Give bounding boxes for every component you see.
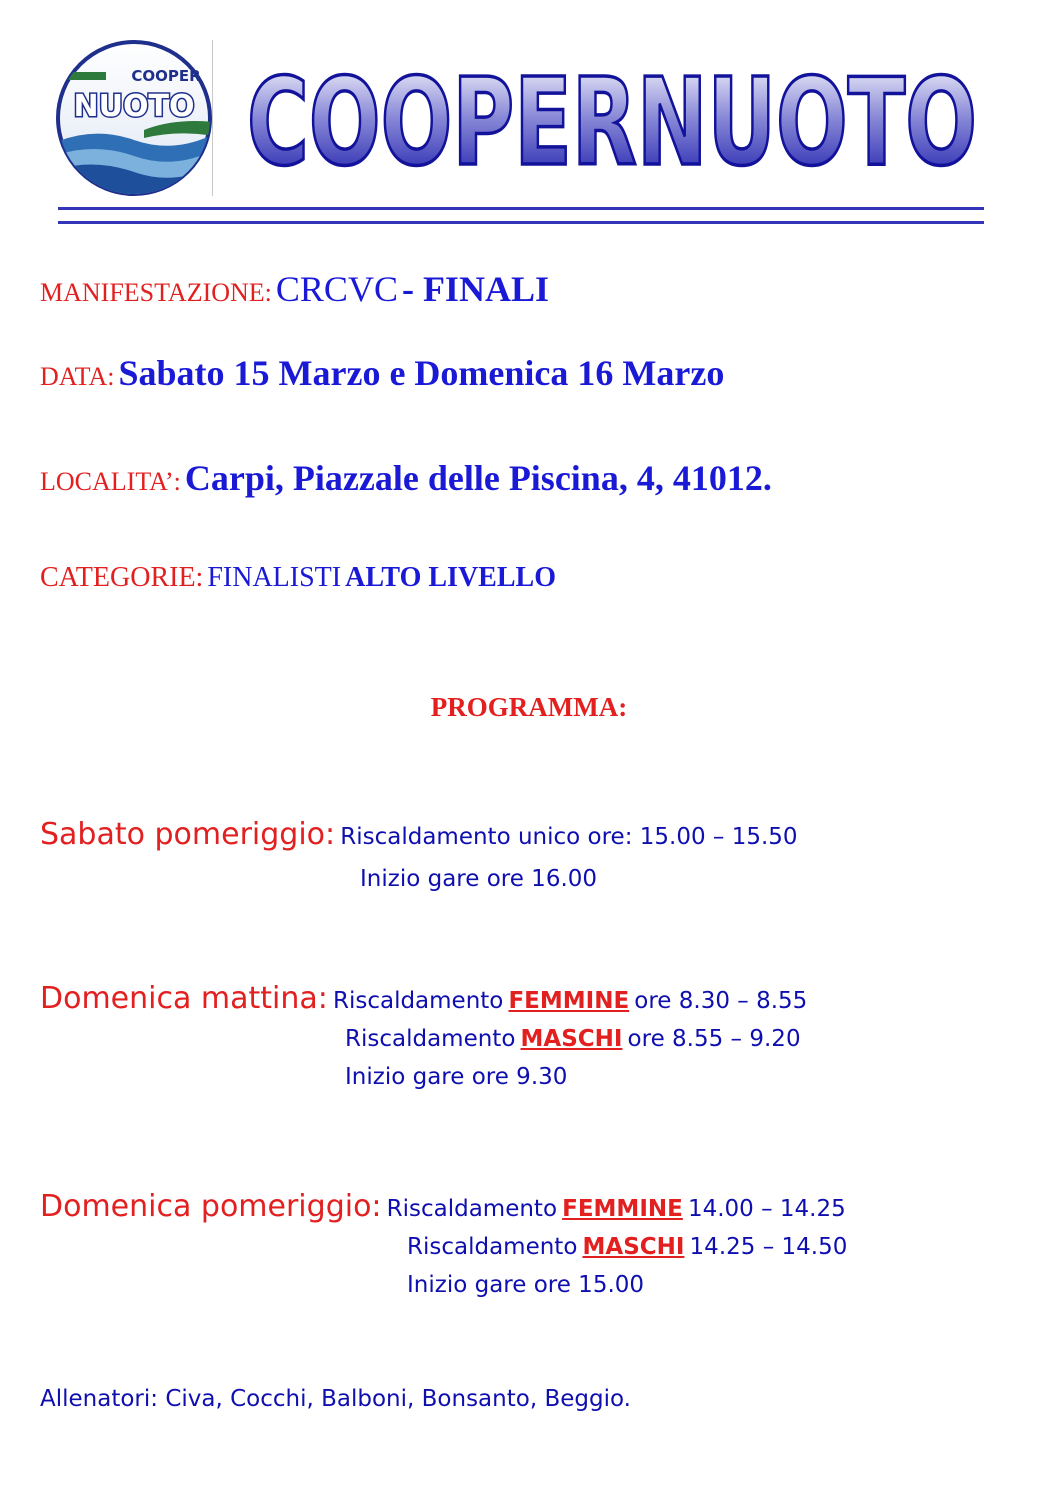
title-text: COOPERNUOTO (247, 54, 977, 182)
manifestazione-suffix: - FINALI (401, 269, 549, 309)
dom-pomeriggio-row (40, 1189, 846, 1224)
dom-pomeriggio-l1-pre: Riscaldamento (386, 1196, 558, 1222)
header-rule-bottom (58, 221, 984, 224)
dom-pomeriggio-l2-post: 14.25 – 14.50 (689, 1234, 848, 1260)
localita-row (40, 457, 772, 499)
dom-pomeriggio-line2 (407, 1234, 847, 1260)
localita-value: Carpi, Piazzale delle Piscina, 4, 41012. (184, 458, 772, 498)
manifestazione-row (40, 268, 549, 310)
dom-mattina-label: Domenica mattina: (40, 981, 328, 1016)
sabato-line2: Inizio gare ore 16.00 (360, 866, 598, 892)
data-value: Sabato 15 Marzo e Domenica 16 Marzo (118, 353, 725, 393)
dom-mattina-l1-pre: Riscaldamento (332, 988, 504, 1014)
dom-pomeriggio-l2-pre: Riscaldamento (407, 1234, 578, 1260)
data-row (40, 352, 724, 394)
logo-top-text: COOPER (131, 67, 201, 85)
manifestazione-value: CRCVC (275, 269, 398, 309)
dom-mattina-line3: Inizio gare ore 9.30 (345, 1064, 568, 1090)
categorie-level: ALTO LIVELLO (345, 562, 556, 593)
dom-mattina-l1-post: ore 8.30 – 8.55 (634, 988, 808, 1014)
categorie-label: CATEGORIE: (40, 562, 204, 593)
sabato-row (40, 817, 798, 852)
data-label: DATA: (40, 362, 115, 391)
dom-pomeriggio-l1-tag: FEMMINE (562, 1196, 683, 1222)
dom-pomeriggio-label: Domenica pomeriggio: (40, 1189, 382, 1224)
logo-main-text: NUOTO (73, 89, 195, 124)
dom-pomeriggio-l2-tag: MASCHI (582, 1234, 685, 1260)
sabato-label: Sabato pomeriggio: (40, 817, 336, 852)
allenatori-line: Allenatori: Civa, Cocchi, Balboni, Bonsanto, Beggio. (40, 1386, 631, 1412)
categorie-value: FINALISTI (207, 562, 342, 593)
coopernuoto-logo (54, 38, 214, 198)
dom-mattina-l2-pre: Riscaldamento (345, 1026, 516, 1052)
manifestazione-label: MANIFESTAZIONE: (40, 278, 272, 307)
dom-mattina-row (40, 981, 807, 1016)
logo-divider (212, 40, 213, 196)
dom-pomeriggio-line3: Inizio gare ore 15.00 (407, 1272, 645, 1298)
dom-mattina-l2-post: ore 8.55 – 9.20 (627, 1026, 801, 1052)
sabato-line1: Riscaldamento unico ore: 15.00 – 15.50 (340, 824, 798, 850)
dom-mattina-line2 (345, 1026, 801, 1052)
dom-mattina-l1-tag: FEMMINE (508, 988, 630, 1014)
dom-mattina-l2-tag: MASCHI (520, 1026, 623, 1052)
localita-label: LOCALITA’: (40, 467, 181, 496)
page-title (232, 52, 992, 182)
dom-pomeriggio-l1-post: 14.00 – 14.25 (687, 1196, 846, 1222)
header-rule-top (58, 207, 984, 210)
programma-heading: PROGRAMMA: (430, 692, 628, 722)
categorie-row (40, 562, 556, 594)
